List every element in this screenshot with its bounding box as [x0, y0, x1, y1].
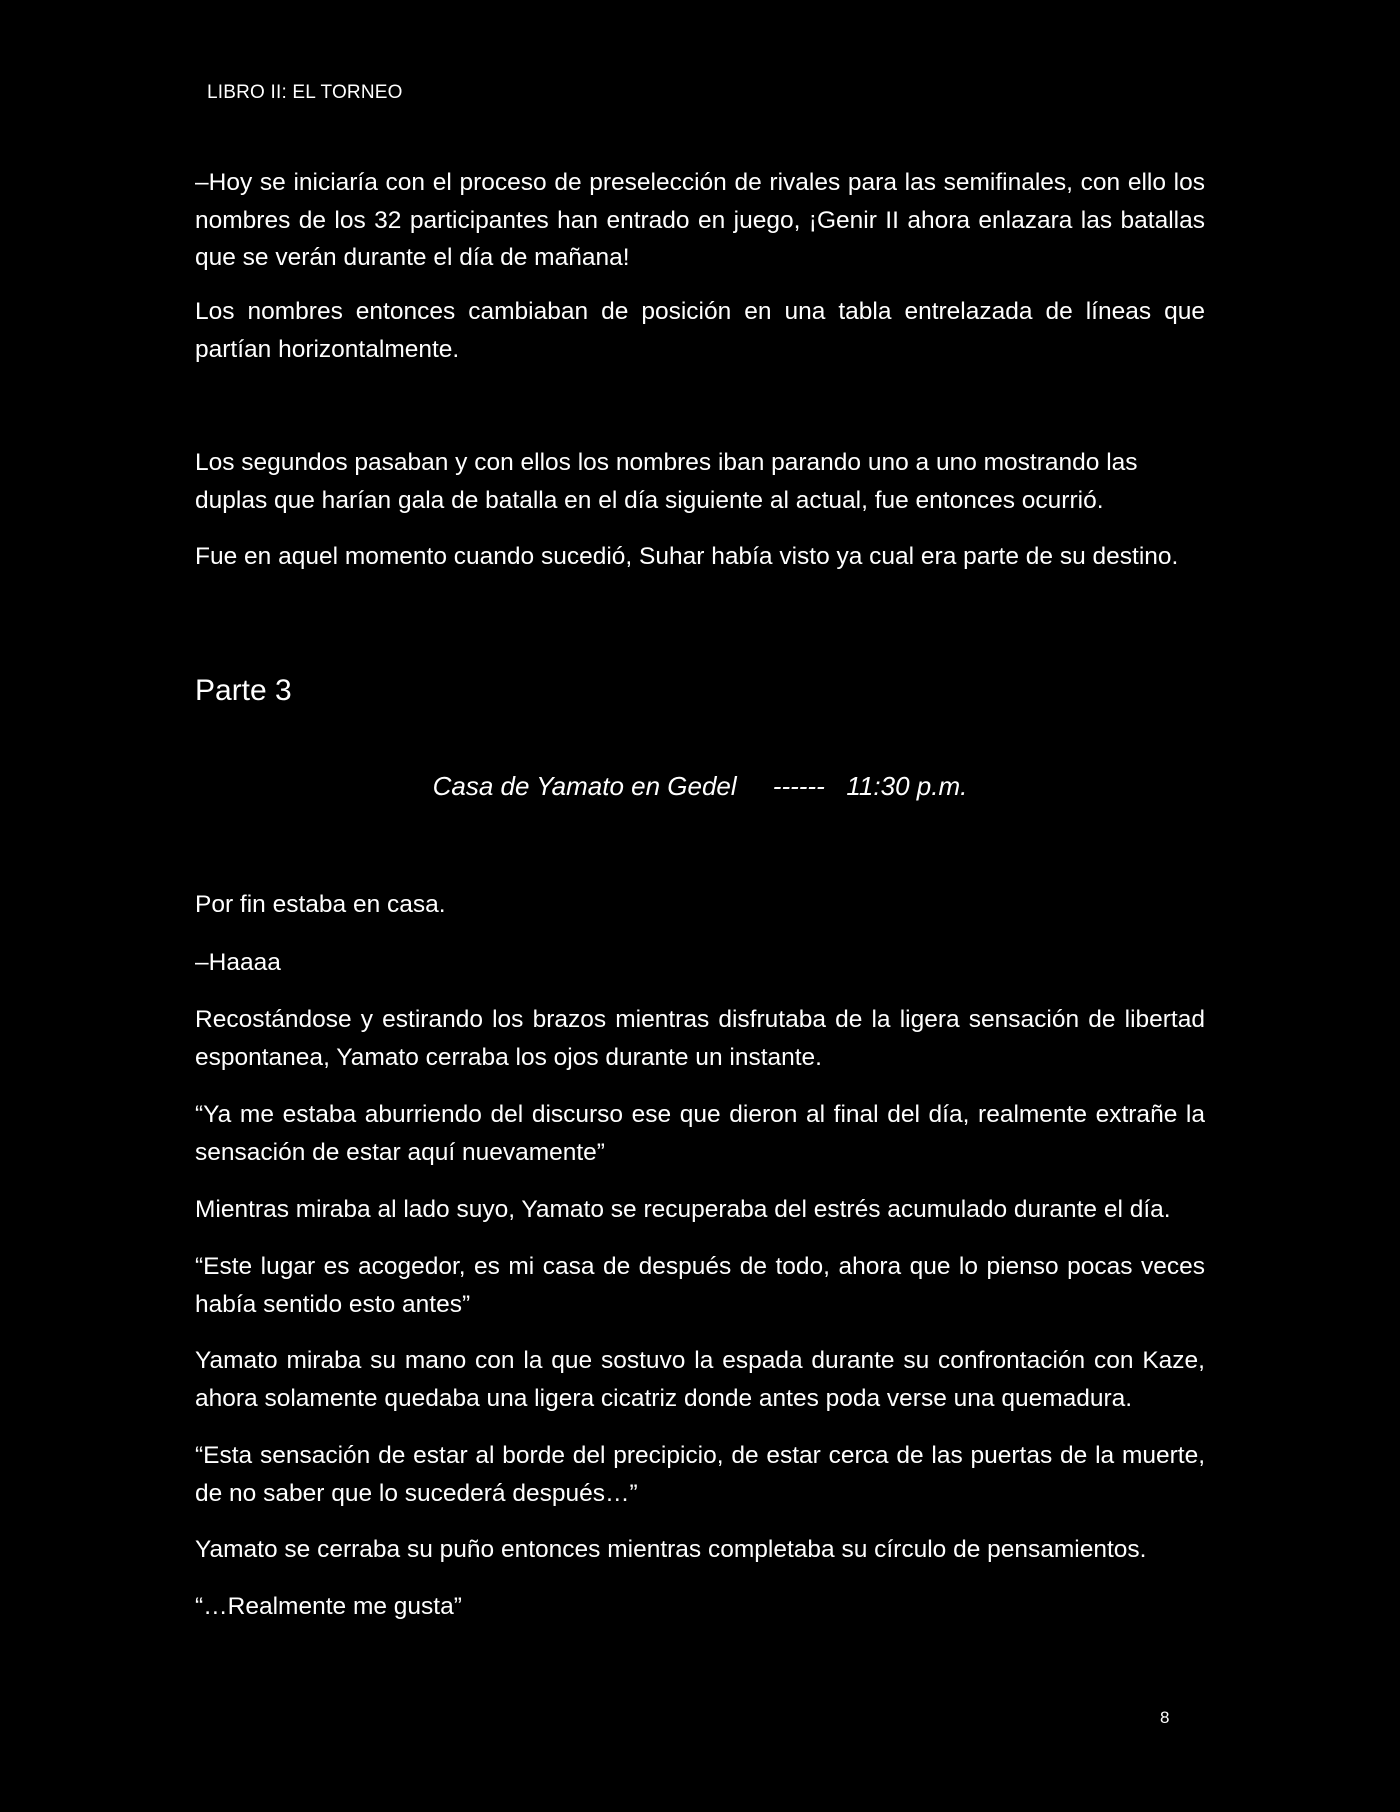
paragraph: “Este lugar es acogedor, es mi casa de después de todo, ahora que lo pienso pocas veces había sentido esto antes” — [195, 1253, 1205, 1318]
scene-heading — [0, 771, 1400, 802]
scene-time: 11:30 p.m. — [846, 771, 968, 801]
paragraph: “Esta sensación de estar al borde del precipicio, de estar cerca de las puertas de la muerte, de no saber que lo sucederá después…” — [195, 1442, 1205, 1507]
scene-separator: ------ — [772, 771, 825, 801]
paragraph: –Haaaa — [195, 949, 281, 976]
paragraph: Los nombres entonces cambiaban de posición en una tabla entrelazada de líneas que partían horizontalmente. — [195, 298, 1205, 363]
scene-location: Casa de Yamato en Gedel — [432, 771, 737, 801]
page-number: 8 — [1160, 1708, 1170, 1727]
paragraph: Yamato se cerraba su puño entonces mientras completaba su círculo de pensamientos. — [195, 1536, 1147, 1563]
paragraph: Yamato miraba su mano con la que sostuvo la espada durante su confrontación con Kaze, ahora solamente quedaba una ligera cicatriz donde antes poda verse una quemadura. — [195, 1347, 1205, 1412]
paragraph: Los segundos pasaban y con ellos los nombres iban parando uno a uno mostrando las duplas que harían gala de batalla en el día siguiente al actual, fue entonces ocurrió. — [195, 449, 1138, 514]
running-header: LIBRO II: EL TORNEO — [207, 82, 403, 103]
paragraph: “…Realmente me gusta” — [195, 1593, 462, 1620]
paragraph: Fue en aquel momento cuando sucedió, Suhar había visto ya cual era parte de su destino. — [195, 543, 1179, 570]
paragraph: Recostándose y estirando los brazos mientras disfrutaba de la ligera sensación de libertad espontanea, Yamato cerraba los ojos durante un instante. — [195, 1006, 1205, 1071]
paragraph: –Hoy se iniciaría con el proceso de preselección de rivales para las semifinales, con ello los nombres de los 32 participantes han entrado en juego, ¡Genir II ahora enlazara las batallas que se verán durante el día de mañana! — [195, 169, 1205, 271]
part-heading: Parte 3 — [195, 674, 292, 707]
paragraph: Por fin estaba en casa. — [195, 891, 446, 918]
paragraph: “Ya me estaba aburriendo del discurso ese que dieron al final del día, realmente extrañe la sensación de estar aquí nuevamente” — [195, 1101, 1205, 1166]
paragraph: Mientras miraba al lado suyo, Yamato se recuperaba del estrés acumulado durante el día. — [195, 1196, 1171, 1223]
